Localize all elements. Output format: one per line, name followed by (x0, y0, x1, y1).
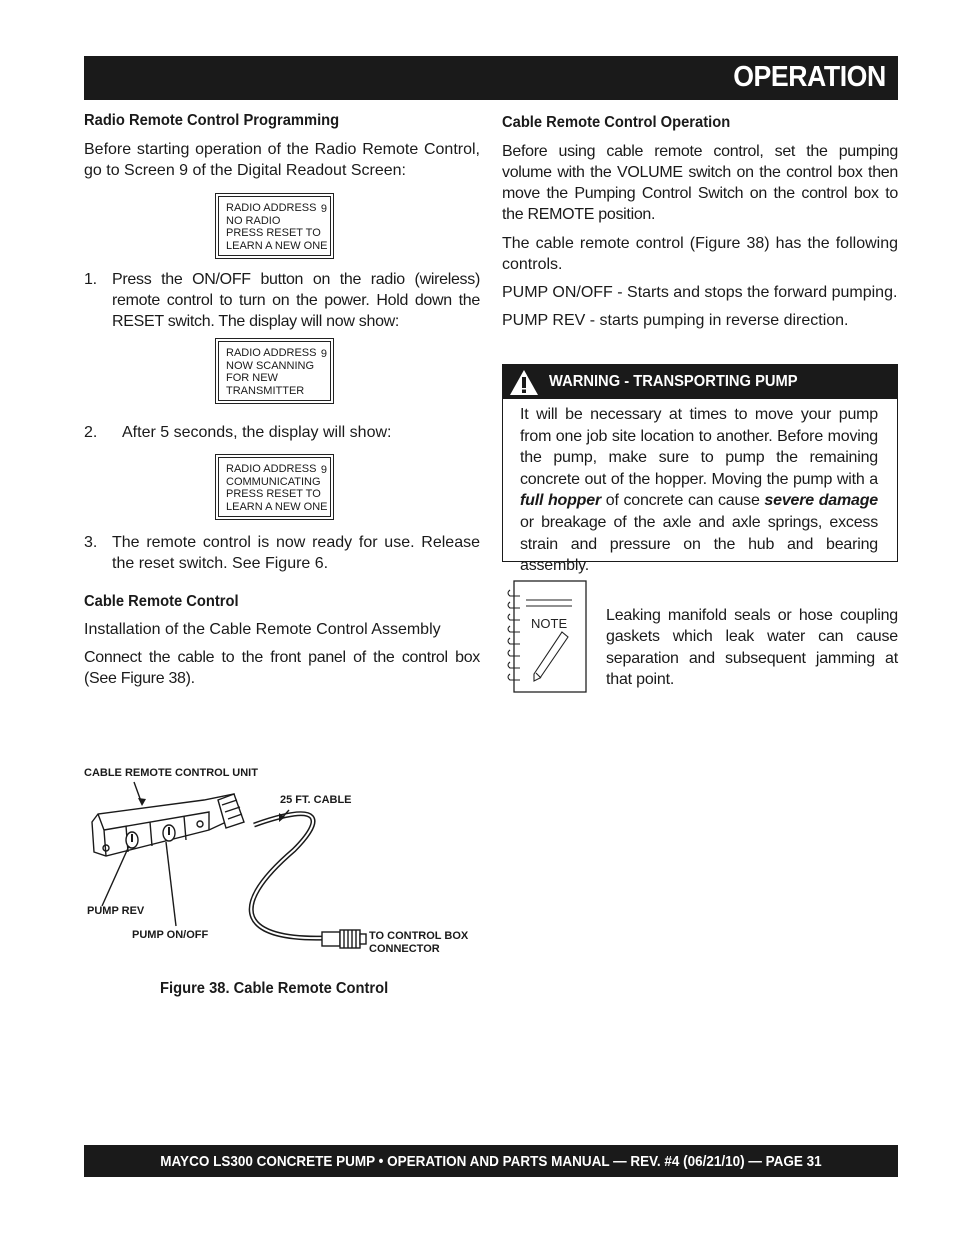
warning-emphasis: full hopper (520, 492, 601, 510)
note-text: Leaking manifold seals or hose coupling gaskets which leak water can cause separation and subsequent jamming at that point. (606, 607, 898, 689)
step-3 (84, 532, 480, 574)
display-line: FOR NEW (226, 372, 278, 384)
note-pad-icon (502, 580, 588, 694)
warning-title: WARNING - TRANSPORTING PUMP (549, 373, 798, 390)
figure-cable-remote (84, 760, 484, 960)
warning-text-part: of concrete can cause (600, 492, 765, 510)
warning-text-part: or breakage of the axle and axle springs, excess strain and pressure on the hub and bearing assembly. (520, 513, 878, 575)
label-pump-onoff: PUMP ON/OFF (132, 929, 209, 941)
install-text: Installation of the Cable Remote Control Assembly (84, 621, 441, 638)
operation-p4: PUMP REV - starts pumping in reverse direction. (502, 312, 849, 329)
page-title: OPERATION (733, 61, 886, 93)
step-number: 3. (84, 534, 98, 551)
radio-intro: Before starting operation of the Radio Remote Control, go to Screen 9 of the Digital Readout Screen: (84, 141, 480, 179)
screen-number: 9 (320, 348, 327, 360)
warning-triangle-icon (509, 369, 539, 396)
screen-number: 9 (320, 203, 327, 215)
step-1 (84, 269, 480, 332)
label-connector-2: CONNECTOR (369, 943, 440, 955)
display-line: COMMUNICATING (226, 476, 321, 488)
operation-p1: Before using cable remote control, set the pumping volume with the VOLUME switch on the control box then move the Pumping Control Switch on the control box to the REMOTE position. (502, 143, 898, 223)
readout-display-2 (215, 338, 334, 404)
display-line: LEARN A NEW ONE (226, 501, 328, 513)
screen-number: 9 (320, 464, 327, 476)
heading-radio-programming: Radio Remote Control Programming (84, 112, 340, 129)
label-connector-1: TO CONTROL BOX (369, 930, 469, 942)
display-line: NOW SCANNING (226, 360, 314, 372)
warning-text (520, 404, 878, 577)
left-column (84, 110, 480, 689)
display-line: RADIO ADDRESS (226, 463, 317, 475)
heading-cable-remote: Cable Remote Control (84, 593, 239, 610)
warning-emphasis: severe damage (764, 492, 878, 510)
operation-p3: PUMP ON/OFF - Starts and stops the forward pumping. (502, 284, 898, 301)
label-pump-rev: PUMP REV (87, 905, 145, 917)
display-line: NO RADIO (226, 215, 281, 227)
step-number: 1. (84, 271, 97, 288)
step-text: The remote control is now ready for use. Release the reset switch. See Figure 6. (112, 534, 480, 572)
footer-text: MAYCO LS300 CONCRETE PUMP • OPERATION AND PARTS MANUAL — REV. #4 (06/21/10) — PAGE 31 (160, 1153, 822, 1170)
display-line: LEARN A NEW ONE (226, 240, 328, 252)
warning-text-part: It will be necessary at times to move your pump from one job site location to another. Before moving the pump, make sure to pump the remaining concrete out of the hopper. Moving the pump with a (520, 406, 878, 488)
display-line: TRANSMITTER (226, 385, 305, 397)
label-cable: 25 FT. CABLE (280, 794, 352, 806)
warning-box (502, 364, 898, 575)
readout-display-3 (215, 454, 334, 520)
step-number: 2. (84, 424, 98, 441)
right-column (502, 112, 898, 331)
display-line: RADIO ADDRESS (226, 347, 317, 359)
connect-text: Connect the cable to the front panel of the control box (See Figure 38). (84, 649, 480, 687)
step-text: After 5 seconds, the display will show: (122, 424, 392, 441)
heading-cable-operation: Cable Remote Control Operation (502, 114, 731, 131)
display-line: RADIO ADDRESS (226, 202, 317, 214)
warning-header (503, 365, 897, 399)
readout-display-1 (215, 193, 334, 259)
label-remote-unit: CABLE REMOTE CONTROL UNIT (84, 767, 258, 779)
display-line: PRESS RESET TO (226, 488, 321, 500)
step-2 (84, 422, 480, 443)
note-box (502, 580, 588, 694)
note-label: NOTE (531, 616, 568, 631)
operation-p2: The cable remote control (Figure 38) has the following controls. (502, 235, 898, 273)
figure-caption: Figure 38. Cable Remote Control (160, 980, 389, 997)
header-bar (84, 56, 898, 100)
step-text: Press the ON/OFF button on the radio (wireless) remote control to turn on the power. Hold down the RESET switch. The display will now show: (112, 271, 480, 330)
footer-bar (84, 1145, 898, 1177)
display-line: PRESS RESET TO (226, 227, 321, 239)
